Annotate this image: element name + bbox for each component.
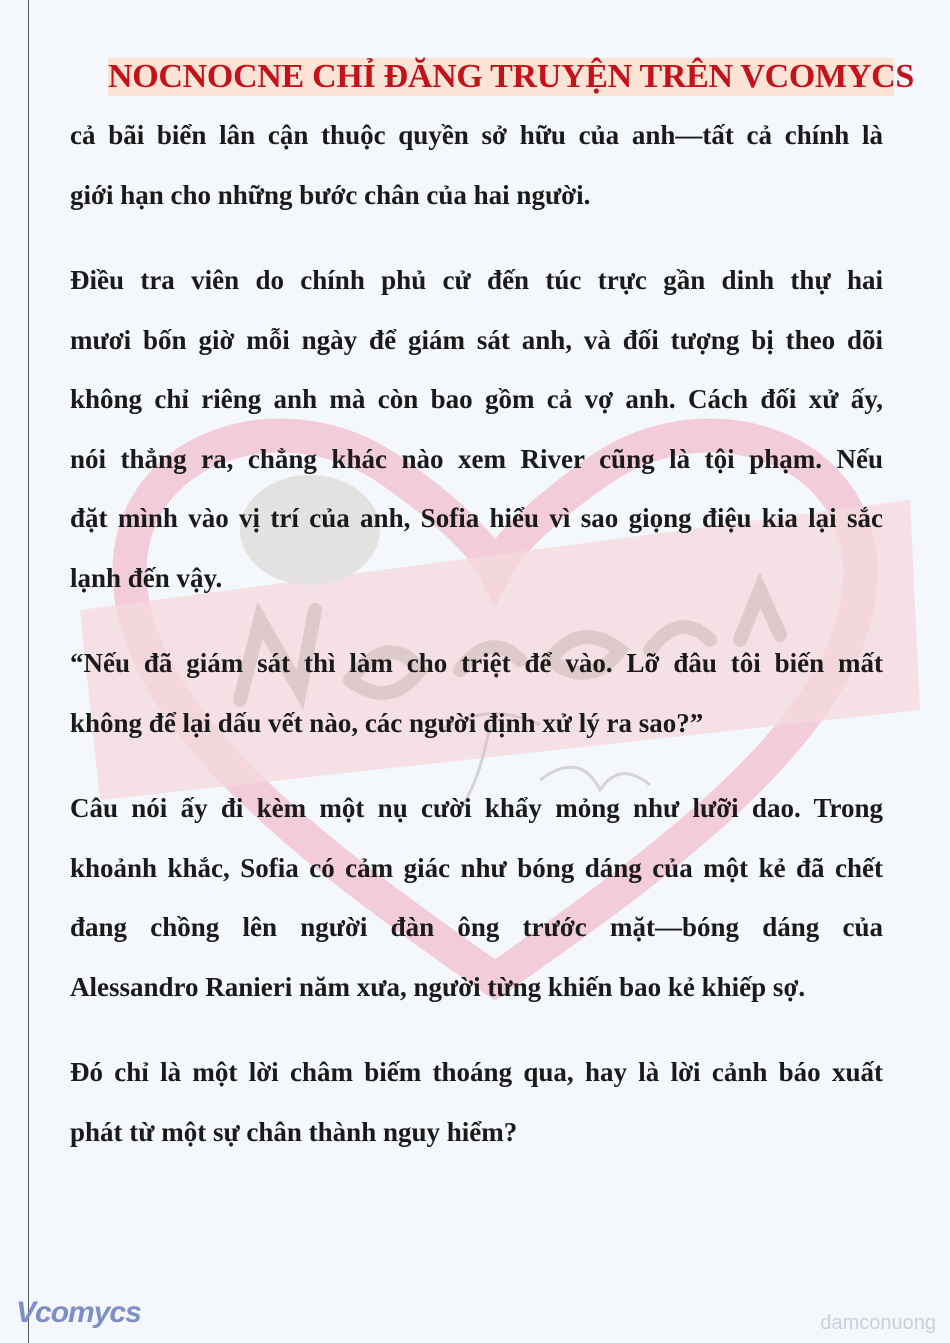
text-line: cả bãi biển lân cận thuộc quyền sở hữu của anh—tất cả chính là (70, 120, 883, 150)
paragraph (70, 106, 883, 225)
vcomycs-logo: Vcomycs (16, 1296, 141, 1329)
text-line: phát từ một sự chân thành nguy hiểm? (70, 1116, 518, 1147)
text-line: Alessandro Ranieri năm xưa, người từng khiến bao kẻ khiếp sợ. (70, 971, 806, 1002)
site-notice-text: NOCNOCNE CHỈ ĐĂNG TRUYỆN TRÊN VCOMYCS (108, 58, 914, 95)
paragraph (70, 779, 883, 1017)
text-line: giới hạn cho những bước chân của hai người. (70, 179, 591, 210)
text-line: đặt mình vào vị trí của anh, Sofia hiểu vì sao giọng điệu kia lại sắc (70, 503, 883, 533)
paragraph (70, 251, 883, 608)
text-line: Điều tra viên do chính phủ cử đến túc trực gần dinh thự hai (70, 265, 883, 295)
paragraph (70, 1043, 883, 1162)
text-line: đang chồng lên người đàn ông trước mặt—bóng dáng của (70, 912, 883, 942)
text-line: lạnh đến vậy. (70, 562, 223, 593)
site-notice-banner (108, 58, 914, 96)
text-line: nói thẳng ra, chẳng khác nào xem River cũng là tội phạm. Nếu (70, 443, 883, 474)
text-line: mươi bốn giờ mỗi ngày để giám sát anh, và đối tượng bị theo dõi (70, 324, 883, 355)
paragraph (70, 634, 883, 753)
text-line: không chỉ riêng anh mà còn bao gồm cả vợ anh. Cách đối xử ấy, (70, 384, 883, 414)
page-edge-line (28, 0, 29, 1343)
translator-credit: damconuong (820, 1312, 936, 1334)
text-line: Câu nói ấy đi kèm một nụ cười khẩy mỏng như lưỡi dao. Trong (70, 793, 883, 823)
text-line: “Nếu đã giám sát thì làm cho triệt để vào. Lỡ đâu tôi biến mất (70, 648, 883, 678)
text-line: khoảnh khắc, Sofia có cảm giác như bóng dáng của một kẻ đã chết (70, 852, 883, 883)
story-text (70, 106, 883, 1188)
text-line: không để lại dấu vết nào, các người định xử lý ra sao?” (70, 707, 704, 738)
text-line: Đó chỉ là một lời châm biếm thoáng qua, hay là lời cảnh báo xuất (70, 1057, 883, 1087)
